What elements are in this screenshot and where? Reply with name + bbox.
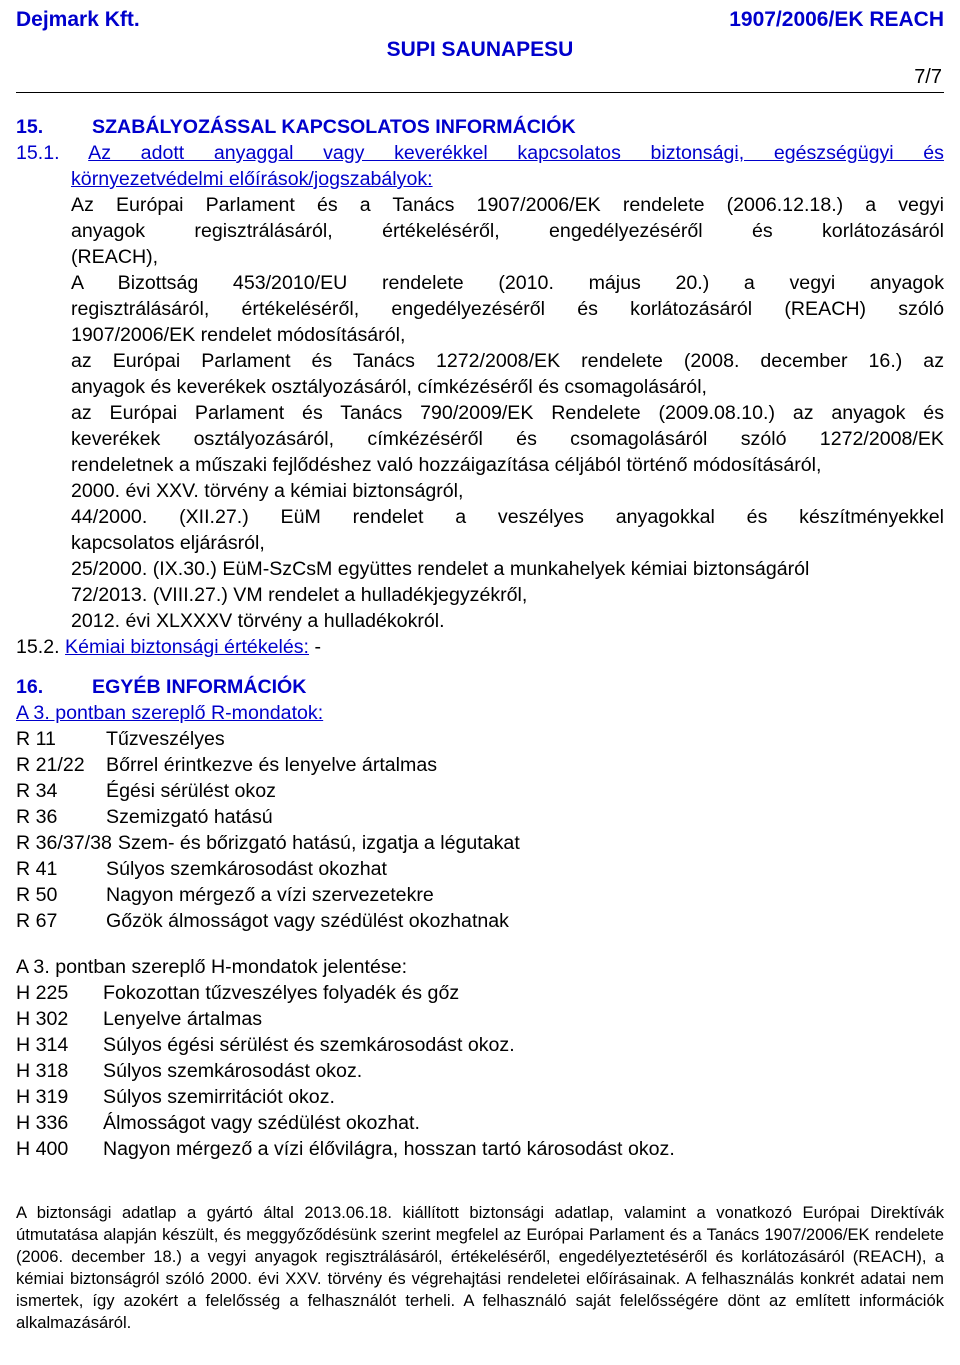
phrase-row xyxy=(16,1032,944,1058)
phrase-row xyxy=(16,1006,944,1032)
document-body xyxy=(16,114,944,1162)
phrase-row xyxy=(16,908,944,934)
regulation-line: 2000. évi XXV. törvény a kémiai biztonságról, xyxy=(71,480,464,502)
section-number: 16. xyxy=(16,676,44,698)
regulation-line: anyagok regisztrálásáról, értékeléséről, engedélyezéséről és korlátozásáról xyxy=(71,220,944,242)
section-15-title xyxy=(16,114,944,140)
phrase-code: H 225 xyxy=(16,982,69,1004)
phrase-code: H 302 xyxy=(16,1008,69,1030)
phrase-text: Tűzveszélyes xyxy=(106,728,225,750)
phrase-text: Lenyelve ártalmas xyxy=(103,1008,263,1030)
regulation-line: rendeletnek a műszaki fejlődéshez való hozzáigazítása céljából történő módosításáról, xyxy=(71,454,822,476)
phrase-row xyxy=(16,830,944,856)
phrase-row xyxy=(16,1110,944,1136)
regulation-line: 44/2000. (XII.27.) EüM rendelet a veszélyes anyagokkal és készítményekkel xyxy=(71,506,944,528)
header-divider xyxy=(16,92,944,93)
r-phrases-list xyxy=(16,726,944,934)
phrase-text: Súlyos szemirritációt okoz. xyxy=(103,1086,335,1108)
phrase-code: H 318 xyxy=(16,1060,69,1082)
regulation-line: (REACH), xyxy=(71,246,159,268)
regulation-line: Az Európai Parlament és a Tanács 1907/2006/EK rendelete (2006.12.18.) a vegyi xyxy=(71,194,944,216)
regulation-line: 25/2000. (IX.30.) EüM-SzCsM együttes rendelet a munkahelyek kémiai biztonságáról xyxy=(71,558,810,580)
phrase-code: R 36 xyxy=(16,806,58,828)
product-name: SUPI SAUNAPESU xyxy=(386,38,574,61)
spacer xyxy=(16,934,944,954)
phrase-code: R 50 xyxy=(16,884,58,906)
phrase-code: H 314 xyxy=(16,1034,69,1056)
regulation-line: keverékek osztályozásáról, címkézéséről és csomagolásáról szóló 1272/2008/EK xyxy=(71,428,944,450)
subsection-number: 15.1. xyxy=(16,142,60,164)
regulation-line: anyagok és keverékek osztályozásáról, címkézéséről és csomagolásáról, xyxy=(71,376,708,398)
subsection-value: - xyxy=(314,636,321,658)
phrase-row xyxy=(16,804,944,830)
phrase-code: H 400 xyxy=(16,1138,69,1160)
phrase-text: Nagyon mérgező a vízi élővilágra, hosszan tartó károsodást okoz. xyxy=(103,1138,675,1160)
phrase-text: Fokozottan tűzveszélyes folyadék és gőz xyxy=(103,982,460,1004)
section-16-title xyxy=(16,674,944,700)
subsection-title: Kémiai biztonsági értékelés: xyxy=(65,636,310,658)
phrase-text: Súlyos égési sérülést és szemkárosodást okoz. xyxy=(103,1034,515,1056)
phrase-code: R 36/37/38 xyxy=(16,832,112,854)
phrase-row xyxy=(16,726,944,752)
phrase-row xyxy=(16,980,944,1006)
phrase-text: Súlyos szemkárosodást okoz. xyxy=(103,1060,363,1082)
subsection-number: 15.2. xyxy=(16,636,60,658)
regulation-line: regisztrálásáról, értékeléséről, engedélyezéséről és korlátozásáról (REACH) szóló xyxy=(71,298,944,320)
phrase-text: Nagyon mérgező a vízi szervezetekre xyxy=(106,884,434,906)
phrase-row xyxy=(16,882,944,908)
page-number: 7/7 xyxy=(914,66,942,88)
phrase-row xyxy=(16,856,944,882)
phrase-text: Szem- és bőrizgató hatású, izgatja a légutakat xyxy=(117,832,520,854)
phrase-code: R 41 xyxy=(16,858,58,880)
phrase-code: R 11 xyxy=(16,728,56,750)
section-title-text: EGYÉB INFORMÁCIÓK xyxy=(92,676,307,698)
phrase-text: Álmosságot vagy szédülést okozhat. xyxy=(103,1112,420,1134)
phrase-code: R 67 xyxy=(16,910,58,932)
subsection-15-1-line1 xyxy=(16,140,944,166)
section-number: 15. xyxy=(16,116,44,138)
phrase-text: Szemizgató hatású xyxy=(106,806,273,828)
regulation-list xyxy=(16,192,944,634)
phrase-code: H 319 xyxy=(16,1086,69,1108)
r-phrases-heading: A 3. pontban szereplő R-mondatok: xyxy=(16,702,324,724)
phrase-text: Gőzök álmosságot vagy szédülést okozhatnak xyxy=(106,910,509,932)
phrase-row xyxy=(16,1136,944,1162)
phrase-row xyxy=(16,1084,944,1110)
phrase-text: Égési sérülést okoz xyxy=(106,780,276,802)
page-header xyxy=(16,4,944,90)
spacer xyxy=(16,660,944,674)
section-title-text: SZABÁLYOZÁSSAL KAPCSOLATOS INFORMÁCIÓK xyxy=(92,116,576,138)
regulation-line: az Európai Parlament és Tanács 1272/2008/EK rendelete (2008. december 16.) az xyxy=(71,350,944,372)
phrase-row xyxy=(16,752,944,778)
disclaimer-text: A biztonsági adatlap a gyártó által 2013.06.18. kiállított biztonsági adatlap, valamint a vonatkozó Európai Direktívák útmutatása alapján készült, és meggyőződésünk szerint megfelel az Európai Parlament és a Tanács 1907/2006/EK rendelete (2006. december 18.) a vegyi anyagok regisztrálásáról, értékeléséről, engedélyeztetéséről és korlátozásáról (REACH), a kémiai biztonságról szóló 2000. évi XXV. törvény és végrehajtási rendeletei előírásainak. A felhasználás konkrét adatai nem ismertek, így azokért a felelősség a felhasználót terheli. A felhasználó saját felelősségére dönt az említett információk alkalmazásáról. xyxy=(16,1203,944,1332)
regulation-line: A Bizottság 453/2010/EU rendelete (2010. május 20.) a vegyi anyagok xyxy=(71,272,944,294)
regulation-line: az Európai Parlament és Tanács 790/2009/EK Rendelete (2009.08.10.) az anyagok és xyxy=(71,402,944,424)
regulation-line: 72/2013. (VIII.27.) VM rendelet a hulladékjegyzékről, xyxy=(71,584,528,606)
subsection-15-2 xyxy=(16,634,944,660)
regulation-label: 1907/2006/EK REACH xyxy=(729,8,944,31)
subsection-15-1-line2: környezetvédelmi előírások/jogszabályok: xyxy=(71,168,433,190)
regulation-line: kapcsolatos eljárásról, xyxy=(71,532,265,554)
regulation-line: 2012. évi XLXXXV törvény a hulladékokról. xyxy=(71,610,445,632)
phrase-code: R 34 xyxy=(16,780,58,802)
phrase-row xyxy=(16,778,944,804)
phrase-text: Bőrrel érintkezve és lenyelve ártalmas xyxy=(106,754,438,776)
company-name: Dejmark Kft. xyxy=(16,8,140,31)
phrase-code: R 21/22 xyxy=(16,754,85,776)
h-phrases-list xyxy=(16,980,944,1162)
phrase-row xyxy=(16,1058,944,1084)
subsection-title: Az adott anyaggal vagy keverékkel kapcsolatos biztonsági, egészségügyi és xyxy=(88,142,944,164)
h-phrases-heading: A 3. pontban szereplő H-mondatok jelentése: xyxy=(16,956,408,978)
phrase-text: Súlyos szemkárosodást okozhat xyxy=(106,858,387,880)
phrase-code: H 336 xyxy=(16,1112,69,1134)
regulation-line: 1907/2006/EK rendelet módosításáról, xyxy=(71,324,406,346)
